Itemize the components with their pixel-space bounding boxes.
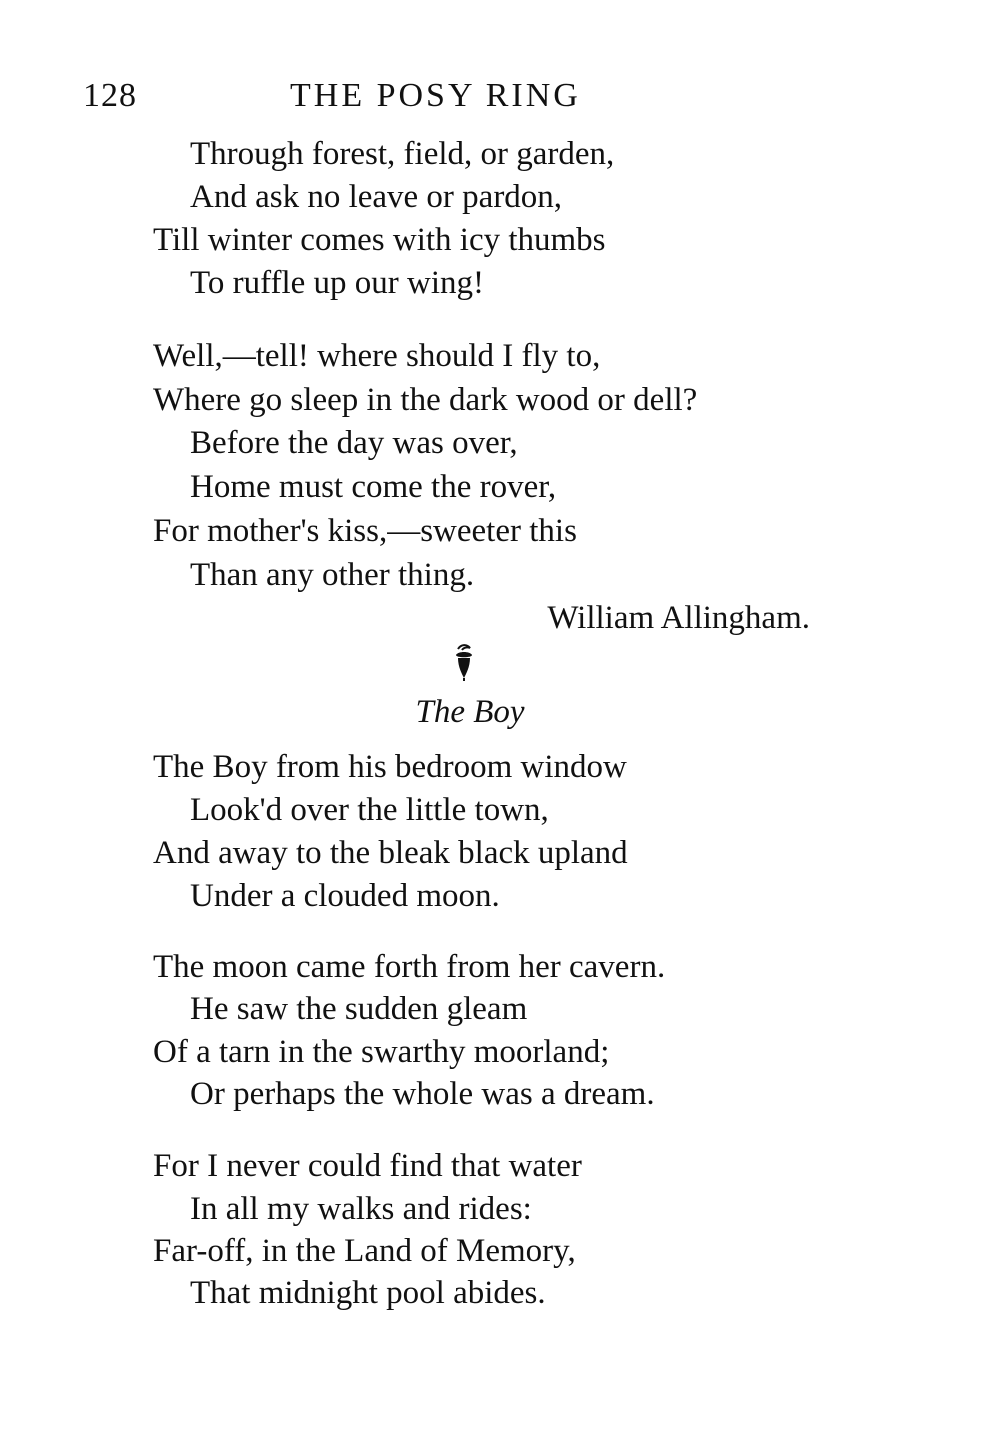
poem-line: Under a clouded moon. <box>190 878 500 914</box>
poem-line: The moon came forth from her cavern. <box>153 949 666 985</box>
poem-line: Through forest, field, or garden, <box>190 136 615 172</box>
poem-line: For mother's kiss,—sweeter this <box>153 513 577 549</box>
poem-line: Well,—tell! where should I fly to, <box>153 338 601 374</box>
poem-line: Before the day was over, <box>190 425 518 461</box>
poem-line: In all my walks and rides: <box>190 1191 532 1227</box>
poem-line: Far-off, in the Land of Memory, <box>153 1233 576 1269</box>
poem-line: For I never could find that water <box>153 1148 582 1184</box>
acorn-ornament-icon <box>452 643 476 681</box>
poem-author: William Allingham. <box>547 600 810 636</box>
running-head <box>83 74 823 118</box>
poem-line: Where go sleep in the dark wood or dell? <box>153 382 698 418</box>
poem-line: Of a tarn in the swarthy moorland; <box>153 1034 610 1070</box>
poem-line: And away to the bleak black upland <box>153 835 628 871</box>
poem-line: Look'd over the little town, <box>190 792 549 828</box>
book-title: THE POSY RING <box>290 77 581 114</box>
poem-line: And ask no leave or pardon, <box>190 179 563 215</box>
poem-line: He saw the sudden gleam <box>190 991 528 1027</box>
poem-line: Or perhaps the whole was a dream. <box>190 1076 655 1112</box>
poem-line: To ruffle up our wing! <box>190 265 485 301</box>
poem-title: The Boy <box>415 694 525 730</box>
poem-line: Home must come the rover, <box>190 469 557 505</box>
poem-line: Till winter comes with icy thumbs <box>153 222 606 258</box>
page-number: 128 <box>83 77 137 114</box>
poem-line: Than any other thing. <box>190 557 475 593</box>
poem-line: The Boy from his bedroom window <box>153 749 627 785</box>
poem-line: That midnight pool abides. <box>190 1275 546 1311</box>
